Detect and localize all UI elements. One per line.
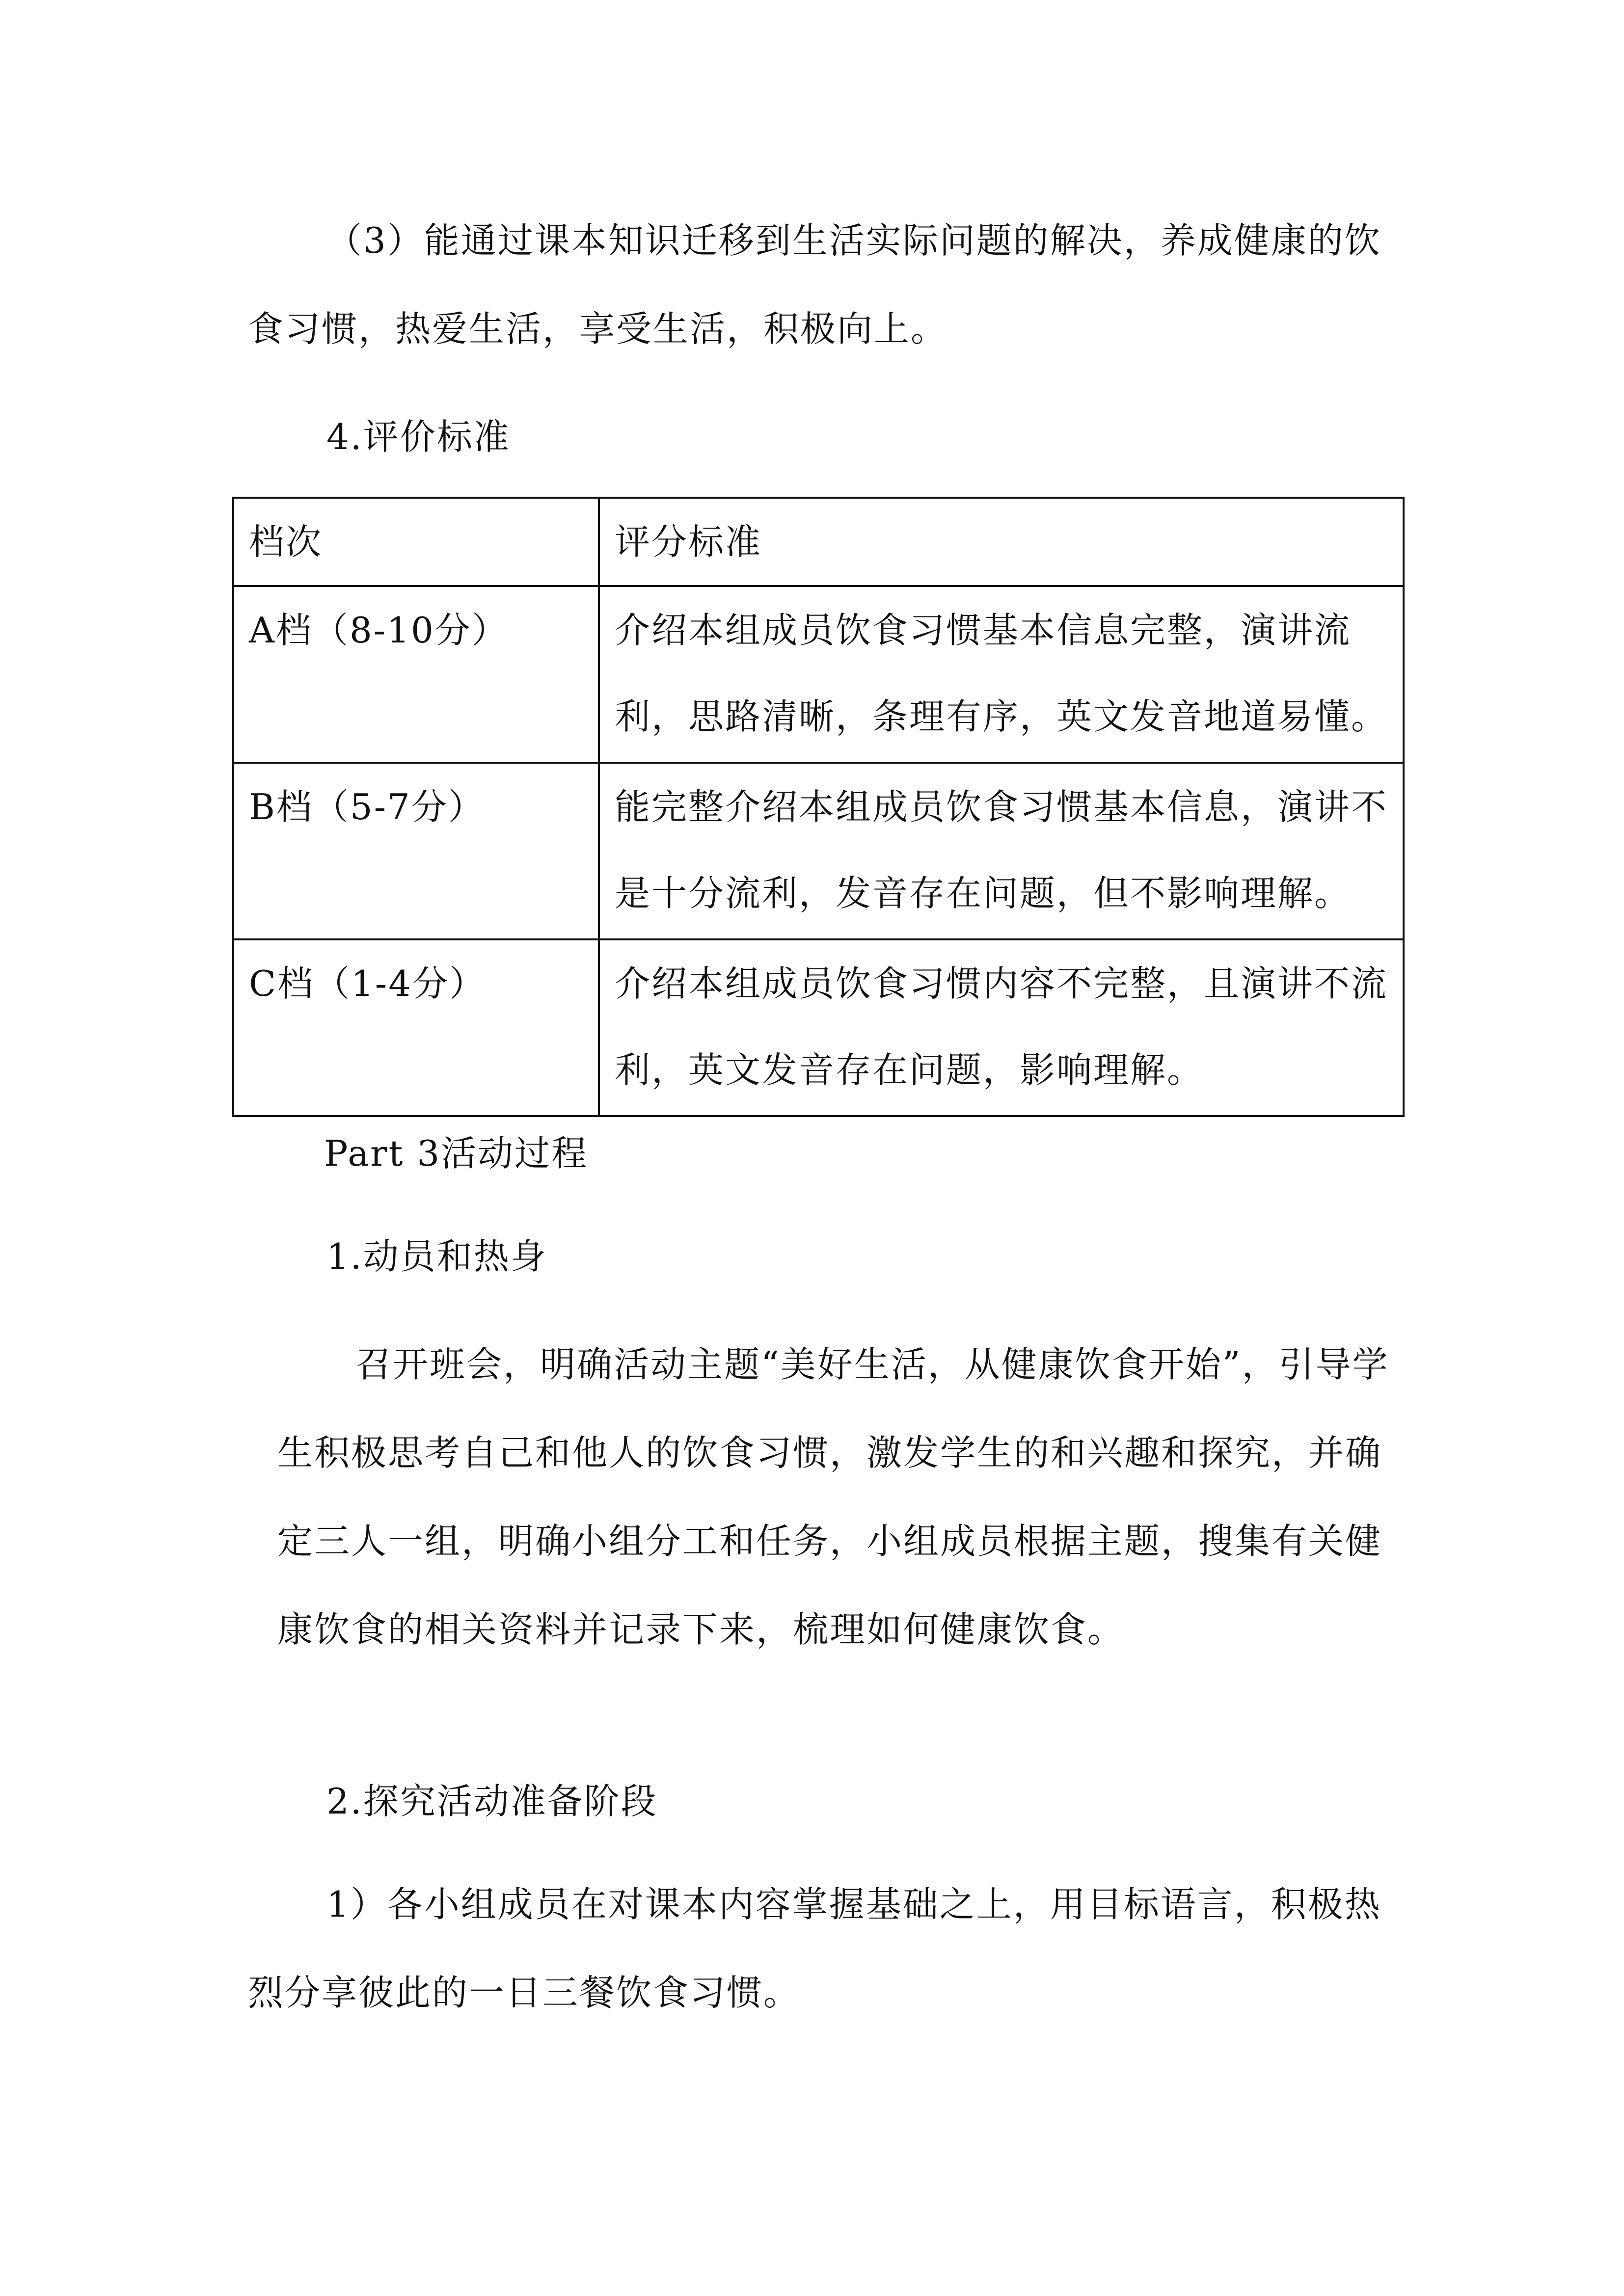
criteria-text-b: 能完整介绍本组成员饮食习惯基本信息，演讲不是十分流利，发音存在问题，但不影响理解。 — [615, 786, 1388, 914]
criteria-cell-c — [599, 939, 1404, 1116]
step1-body-paragraph: 召开班会，明确活动主题“美好生活，从健康饮食开始”，引导学生积极思考自己和他人的饮食习惯，激发学生的和兴趣和探究，并确定三人一组，明确小组分工和任务，小组成员根据主题，搜集有关健康饮食的相关资料并记录下来，梳理如何健康饮食。 — [277, 1344, 1389, 1650]
goal-3-paragraph: （3）能通过课本知识迁移到生活实际问题的解决，养成健康的饮食习惯，热爱生活，享受生活，积极向上。 — [248, 220, 1381, 349]
criteria-cell-a — [599, 586, 1404, 763]
level-text-a: A档（8-10分） — [249, 610, 509, 651]
criteria-text-a: 介绍本组成员饮食习惯基本信息完整，演讲流利，思路清晰，条理有序，英文发音地道易懂。 — [615, 610, 1388, 737]
table-header-row — [233, 498, 1404, 586]
header-level-cell: 档次 — [233, 498, 599, 586]
header-criteria-cell: 评分标准 — [599, 498, 1404, 586]
level-cell-b — [233, 763, 599, 939]
criteria-cell-b — [599, 763, 1404, 939]
part3-heading: Part 3活动过程 — [324, 1133, 589, 1174]
evaluation-rubric-table — [232, 497, 1405, 1117]
level-cell-a — [233, 586, 599, 763]
level-text-c: C档（1-4分） — [249, 963, 487, 1004]
table-row-grade-a — [233, 586, 1404, 763]
criteria-text-c: 介绍本组成员饮食习惯内容不完整，且演讲不流利，英文发音存在问题，影响理解。 — [615, 963, 1388, 1091]
level-text-b: B档（5-7分） — [249, 786, 485, 828]
evaluation-standard-heading: 4.评价标准 — [326, 416, 511, 457]
table-row-grade-c — [233, 939, 1404, 1116]
table-row-grade-b — [233, 763, 1404, 939]
step2-item1-paragraph: 1）各小组成员在对课本内容掌握基础之上，用目标语言，积极热烈分享彼此的一日三餐饮食习惯。 — [248, 1884, 1381, 2013]
step1-heading: 1.动员和热身 — [326, 1236, 547, 1277]
level-cell-c — [233, 939, 599, 1116]
step2-heading: 2.探究活动准备阶段 — [326, 1781, 658, 1822]
